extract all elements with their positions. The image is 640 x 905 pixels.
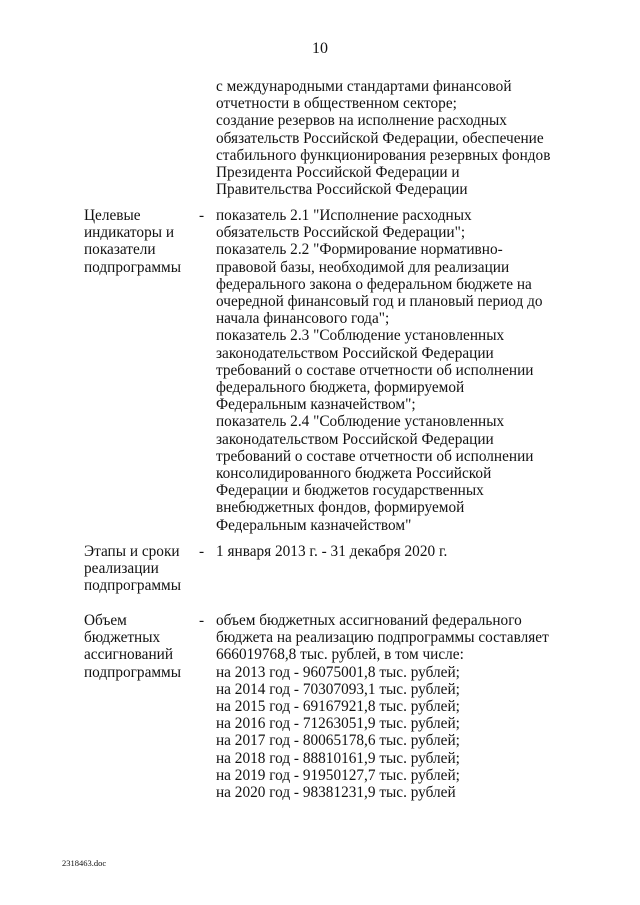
section-label xyxy=(84,543,196,595)
text-line: 666019768,8 тыс. рублей, в том числе: xyxy=(216,646,464,664)
text-line: Правительства Российской Федерации xyxy=(216,181,468,199)
text-line: законодательством Российской Федерации xyxy=(216,344,494,362)
text-line: обязательств Российской Федерации"; xyxy=(216,224,466,242)
label-line: бюджетных xyxy=(84,629,161,647)
text-line: на 2013 год - 96075001,8 тыс. рублей; xyxy=(216,663,460,681)
text-line: бюджета на реализацию подпрограммы составляет xyxy=(216,629,549,647)
section-content xyxy=(216,543,596,560)
intro-text xyxy=(216,78,596,198)
label-line: реализации xyxy=(84,560,159,578)
text-line: начала финансового года"; xyxy=(216,310,390,328)
text-line: показатель 2.3 "Соблюдение установленных xyxy=(216,327,505,345)
section-label xyxy=(84,612,196,681)
section-content xyxy=(216,612,596,801)
text-line: требований о составе отчетности об исполнении xyxy=(216,361,534,379)
text-line: на 2016 год - 71263051,9 тыс. рублей; xyxy=(216,715,460,733)
text-line: отчетности в общественном секторе; xyxy=(216,95,457,113)
page-number: 10 xyxy=(312,40,328,57)
text-line: на 2020 год - 98381231,9 тыс. рублей xyxy=(216,784,456,802)
label-line: подпрограммы xyxy=(84,663,182,681)
text-line: законодательством Российской Федерации xyxy=(216,430,494,448)
text-line: внебюджетных фондов, формируемой xyxy=(216,499,465,517)
dash-marker: - xyxy=(199,543,205,560)
text-line: Федеральным казначейством"; xyxy=(216,396,416,414)
text-line: Федеральным казначейством" xyxy=(216,516,412,534)
text-line: 1 января 2013 г. - 31 декабря 2020 г. xyxy=(216,543,448,560)
text-line: на 2018 год - 88810161,9 тыс. рублей; xyxy=(216,749,460,767)
text-line: показатель 2.1 "Исполнение расходных xyxy=(216,207,472,224)
text-line: объем бюджетных ассигнований федерального xyxy=(216,612,522,629)
label-line: ассигнований xyxy=(84,646,174,664)
text-line: с международными стандартами финансовой xyxy=(216,78,512,95)
label-line: Объем xyxy=(84,612,127,629)
text-line: на 2014 год - 70307093,1 тыс. рублей; xyxy=(216,680,460,698)
text-line: федерального бюджета, формируемой xyxy=(216,379,465,397)
label-line: подпрограммы xyxy=(84,258,182,276)
section-content xyxy=(216,207,596,534)
text-line: Федерации и бюджетов государственных xyxy=(216,482,484,500)
label-line: Этапы и сроки xyxy=(84,543,180,560)
label-line: индикаторы и xyxy=(84,224,175,242)
section-label xyxy=(84,207,196,276)
text-line: требований о составе отчетности об исполнении xyxy=(216,447,534,465)
label-line: показатели xyxy=(84,241,156,259)
text-line: обязательств Российской Федерации, обеспечение xyxy=(216,129,544,147)
label-line: подпрограммы xyxy=(84,577,182,595)
text-line: консолидированного бюджета Российской xyxy=(216,465,492,483)
text-line: на 2017 год - 80065178,6 тыс. рублей; xyxy=(216,732,460,750)
text-line: создание резервов на исполнение расходных xyxy=(216,112,507,130)
dash-marker: - xyxy=(199,207,205,224)
text-line: показатель 2.4 "Соблюдение установленных xyxy=(216,413,505,431)
label-line: Целевые xyxy=(84,207,141,224)
text-line: стабильного функционирования резервных фондов xyxy=(216,146,551,164)
text-line: на 2019 год - 91950127,7 тыс. рублей; xyxy=(216,766,460,784)
document-filename: 2318463.doc xyxy=(62,858,107,868)
text-line: очередной финансовый год и плановый период до xyxy=(216,293,543,311)
text-line: показатель 2.2 "Формирование нормативно- xyxy=(216,241,503,259)
text-line: Президента Российской Федерации и xyxy=(216,164,460,182)
text-line: на 2015 год - 69167921,8 тыс. рублей; xyxy=(216,698,460,716)
dash-marker: - xyxy=(199,612,205,629)
text-line: федерального закона о федеральном бюджете на xyxy=(216,275,532,293)
text-line: правовой базы, необходимой для реализации xyxy=(216,258,510,276)
